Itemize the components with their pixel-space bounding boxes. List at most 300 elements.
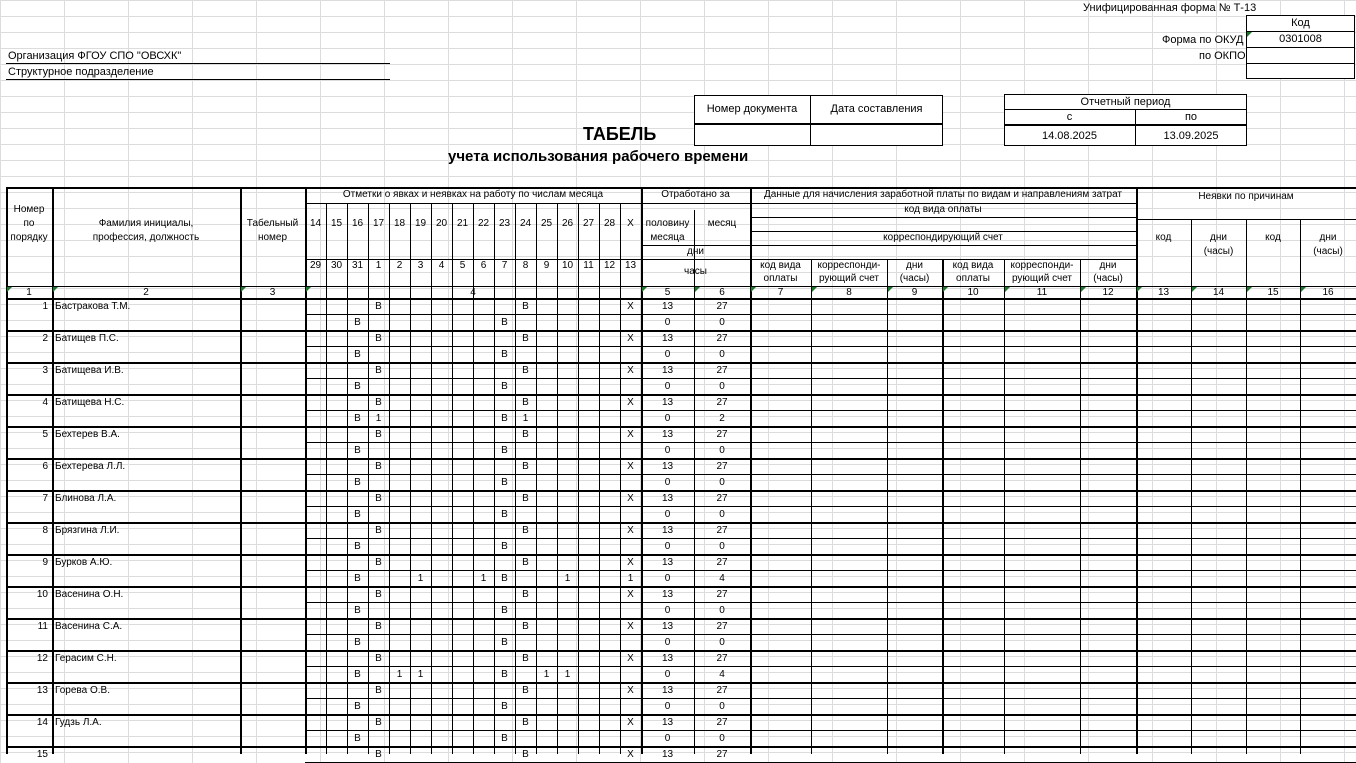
table-rule: [694, 666, 750, 667]
half-month-days: 13: [661, 653, 674, 664]
table-rule: [1136, 346, 1356, 347]
header-corr: корреспондирующий счет: [883, 232, 1003, 243]
employee-name: Батищев П.С.: [55, 333, 119, 344]
mark-top: В: [522, 749, 529, 760]
mark-top: В: [375, 621, 382, 632]
table-rule: [1136, 602, 1356, 603]
employee-name: Батищева Н.С.: [55, 397, 125, 408]
mark-bottom: 1: [375, 413, 382, 424]
month-days: 27: [716, 365, 728, 376]
mark-top: В: [522, 685, 529, 696]
month-days: 27: [716, 557, 728, 568]
row-number: 10: [36, 589, 48, 600]
period-to: 13.09.2025: [1163, 130, 1219, 142]
half-month-days: 13: [661, 621, 674, 632]
day-bottom: 7: [501, 260, 508, 271]
header-sub: оплаты: [956, 273, 990, 284]
month-hours: 0: [719, 381, 725, 392]
table-rule: [750, 245, 1136, 246]
column-number: 4: [470, 287, 476, 298]
day-top: 21: [456, 218, 469, 229]
table-rule: [1136, 187, 1138, 754]
month-days: 27: [716, 429, 728, 440]
mark-top: X: [627, 301, 634, 312]
table-rule: [694, 346, 750, 347]
mark-top: В: [375, 301, 382, 312]
day-bottom: 3: [417, 260, 424, 271]
mark-bottom: В: [354, 637, 361, 648]
half-month-hours: 0: [664, 349, 671, 360]
mark-bottom: 1: [417, 669, 424, 680]
mark-top: X: [627, 717, 634, 728]
organization-name: Организация ФГОУ СПО "ОВСХК": [8, 50, 182, 62]
table-rule: [6, 330, 1356, 332]
half-month-days: 13: [661, 461, 674, 472]
day-bottom: 5: [459, 260, 466, 271]
period-to-label: по: [1184, 110, 1198, 123]
table-rule: [641, 203, 750, 204]
table-rule: [1136, 378, 1356, 379]
table-rule: [750, 346, 1136, 347]
mark-bottom: 1: [522, 413, 529, 424]
table-rule: [694, 314, 750, 315]
month-days: 27: [716, 685, 728, 696]
day-bottom: 12: [603, 260, 616, 271]
row-number: 4: [42, 397, 48, 408]
header-abs-days: дни: [1210, 232, 1227, 243]
mark-bottom: В: [501, 445, 508, 456]
day-bottom: 1: [375, 260, 382, 271]
mark-bottom: В: [354, 669, 361, 680]
table-rule: [6, 426, 1356, 428]
month-days: 27: [716, 621, 728, 632]
column-number: 15: [1267, 287, 1279, 298]
table-rule: [694, 474, 750, 475]
header-tab: номер: [257, 232, 288, 243]
okpo-label: по ОКПО: [1199, 50, 1246, 62]
table-rule: [305, 730, 694, 731]
table-rule: [1136, 570, 1356, 571]
table-rule: [750, 410, 1136, 411]
header-sub: (часы): [899, 273, 930, 284]
table-rule: [305, 187, 307, 754]
mark-top: X: [627, 493, 634, 504]
half-month-hours: 0: [664, 605, 671, 616]
cell-marker: [7, 287, 12, 292]
employee-name: Гудзь Л.А.: [55, 717, 102, 728]
day-top: 26: [561, 218, 574, 229]
mark-bottom: 1: [627, 573, 634, 584]
table-rule: [6, 586, 1356, 588]
table-rule: [1136, 506, 1356, 507]
day-top: 22: [477, 218, 490, 229]
month-hours: 0: [719, 541, 725, 552]
mark-bottom: В: [501, 573, 508, 584]
half-month-hours: 0: [664, 477, 671, 488]
cell-marker: [1137, 287, 1142, 292]
mark-top: В: [375, 493, 382, 504]
table-rule: [694, 602, 750, 603]
day-top: 18: [393, 218, 406, 229]
column-number: 7: [777, 287, 784, 298]
employee-name: Батищева И.В.: [55, 365, 124, 376]
header-abs-days: (часы): [1203, 246, 1234, 257]
column-number: 6: [719, 287, 725, 298]
period-from-label: с: [1066, 110, 1073, 123]
month-hours: 2: [719, 413, 725, 424]
table-rule: [750, 730, 1136, 731]
employee-name: Бехтерев В.А.: [55, 429, 120, 440]
mark-top: В: [375, 557, 382, 568]
table-rule: [694, 570, 750, 571]
header-num: по: [23, 218, 35, 229]
table-rule: [750, 506, 1136, 507]
mark-top: В: [522, 493, 529, 504]
mark-top: X: [627, 685, 634, 696]
table-rule: [305, 506, 694, 507]
row-number: 8: [42, 525, 48, 536]
table-rule: [305, 203, 641, 204]
day-top: 24: [519, 218, 532, 229]
day-bottom: 31: [351, 260, 364, 271]
table-rule: [750, 442, 1136, 443]
row-number: 13: [36, 685, 48, 696]
table-rule: [750, 602, 1136, 603]
month-days: 27: [716, 589, 728, 600]
cell-marker: [642, 287, 647, 292]
table-rule: [305, 602, 694, 603]
header-worked: Отработано за: [661, 189, 730, 200]
table-rule: [6, 522, 1356, 524]
cell-marker: [1005, 287, 1010, 292]
half-month-days: 13: [661, 493, 674, 504]
half-month-hours: 0: [664, 381, 671, 392]
table-rule: [6, 746, 1356, 748]
table-rule: [6, 362, 1356, 364]
column-number: 12: [1102, 287, 1114, 298]
column-number: 5: [664, 287, 671, 298]
mark-top: X: [627, 653, 634, 664]
column-number: 13: [1157, 287, 1170, 298]
table-rule: [1136, 698, 1356, 699]
day-top: 19: [414, 218, 427, 229]
header-num: Номер: [13, 204, 45, 215]
mark-top: X: [627, 429, 634, 440]
table-rule: [694, 506, 750, 507]
day-top: 17: [372, 218, 385, 229]
day-top: 16: [351, 218, 364, 229]
table-rule: [6, 714, 1356, 716]
header-name: Фамилия инициалы,: [98, 218, 194, 229]
mark-top: В: [375, 333, 382, 344]
header-abs-code: код: [1265, 232, 1281, 243]
month-days: 27: [716, 717, 728, 728]
table-rule: [694, 442, 750, 443]
employee-name: Горева О.В.: [55, 685, 110, 696]
header-sub: рующий счет: [1011, 273, 1073, 284]
half-month-hours: 0: [664, 701, 671, 712]
half-month-hours: 0: [664, 669, 671, 680]
header-abs-days: дни: [1319, 232, 1337, 243]
row-number: 2: [42, 333, 48, 344]
mark-top: В: [375, 461, 382, 472]
table-rule: [1136, 474, 1356, 475]
mark-top: В: [522, 397, 529, 408]
table-rule: [305, 474, 694, 475]
column-number: 1: [26, 287, 32, 298]
column-number: 8: [846, 287, 852, 298]
month-hours: 0: [719, 477, 725, 488]
mark-bottom: В: [501, 317, 508, 328]
mark-bottom: 1: [564, 669, 571, 680]
month-hours: 0: [719, 701, 725, 712]
month-days: 27: [716, 461, 728, 472]
half-month-hours: 0: [664, 413, 671, 424]
row-number: 6: [42, 461, 48, 472]
mark-bottom: В: [501, 381, 508, 392]
employee-name: Бурков А.Ю.: [55, 557, 113, 568]
mark-top: X: [627, 589, 634, 600]
month-days: 27: [716, 301, 728, 312]
mark-top: В: [522, 717, 529, 728]
half-month-days: 13: [661, 717, 674, 728]
row-number: 3: [42, 365, 48, 376]
day-bottom: 10: [561, 260, 574, 271]
half-month-days: 13: [661, 429, 674, 440]
day-top: 27: [582, 218, 595, 229]
day-top: 25: [540, 218, 553, 229]
day-bottom: 8: [522, 260, 529, 271]
header-sub: дни: [1099, 260, 1117, 271]
table-rule: [6, 618, 1356, 620]
month-hours: 0: [719, 509, 725, 520]
column-number: 2: [143, 287, 149, 298]
table-rule: [6, 682, 1356, 684]
table-rule: [1136, 314, 1356, 315]
month-hours: 4: [719, 573, 725, 584]
mark-top: X: [627, 333, 634, 344]
row-number: 11: [37, 621, 48, 632]
column-number: 14: [1212, 287, 1225, 298]
cell-marker: [53, 287, 58, 292]
half-month-days: 13: [661, 301, 674, 312]
header-absence: Неявки по причинам: [1198, 191, 1294, 202]
table-rule: [1136, 410, 1356, 411]
table-rule: [750, 698, 1136, 699]
header-abs-code: код: [1155, 232, 1172, 243]
mark-bottom: В: [501, 733, 508, 744]
table-rule: [305, 346, 694, 347]
header-name: профессия, должность: [92, 232, 200, 243]
code-header: Код: [1291, 17, 1310, 29]
mark-top: В: [522, 333, 529, 344]
half-month-days: 13: [661, 589, 674, 600]
row-number: 1: [42, 301, 48, 312]
mark-top: В: [375, 749, 382, 760]
half-month-days: 13: [661, 365, 674, 376]
table-rule: [305, 442, 694, 443]
day-bottom: 29: [309, 260, 322, 271]
row-number: 5: [42, 429, 48, 440]
cell-marker: [812, 287, 817, 292]
mark-top: X: [627, 397, 634, 408]
unified-form-label: Унифицированная форма № Т-13: [1083, 2, 1257, 14]
mark-bottom: 1: [564, 573, 571, 584]
mark-top: В: [375, 717, 382, 728]
mark-bottom: В: [501, 413, 508, 424]
mark-top: В: [522, 365, 529, 376]
table-rule: [750, 634, 1136, 635]
mark-bottom: В: [354, 541, 361, 552]
mark-top: X: [627, 461, 634, 472]
row-number: 15: [36, 749, 48, 760]
table-rule: [1136, 538, 1356, 539]
table-rule: [694, 410, 750, 411]
table-rule: [750, 378, 1136, 379]
mark-top: В: [375, 525, 382, 536]
month-hours: 0: [719, 733, 725, 744]
day-top: 23: [498, 218, 511, 229]
employee-name: Бастракова Т.М.: [55, 301, 131, 312]
mark-top: X: [627, 525, 634, 536]
mark-top: В: [522, 525, 529, 536]
half-month-hours: 0: [664, 445, 671, 456]
table-rule: [6, 554, 1356, 556]
row-number: 9: [42, 557, 48, 568]
mark-bottom: В: [501, 509, 508, 520]
table-rule: [694, 634, 750, 635]
mark-top: X: [627, 365, 634, 376]
cell-marker: [306, 287, 311, 292]
mark-top: X: [627, 749, 634, 760]
mark-top: В: [522, 621, 529, 632]
page-subtitle: учета использования рабочего времени: [448, 148, 749, 165]
half-month-days: 13: [661, 685, 674, 696]
month-hours: 4: [719, 669, 725, 680]
day-top: 14: [309, 218, 322, 229]
header-sub: корреспонди-: [817, 260, 881, 271]
mark-top: В: [522, 653, 529, 664]
half-month-hours: 0: [664, 317, 671, 328]
cell-marker: [241, 287, 246, 292]
mark-bottom: 1: [417, 573, 424, 584]
mark-bottom: В: [501, 349, 508, 360]
month-days: 27: [716, 493, 728, 504]
half-month-hours: 0: [664, 637, 671, 648]
table-rule: [750, 538, 1136, 539]
page-title: ТАБЕЛЬ: [583, 124, 657, 144]
header-half: половину: [645, 218, 690, 229]
day-top: 15: [330, 218, 343, 229]
half-month-days: 13: [661, 557, 674, 568]
okud-label: Форма по ОКУД: [1162, 34, 1244, 46]
mark-bottom: В: [354, 413, 361, 424]
month-hours: 0: [719, 317, 725, 328]
department-label: Структурное подразделение: [8, 66, 154, 78]
cell-marker: [1192, 287, 1197, 292]
month-hours: 0: [719, 605, 725, 616]
table-rule: [52, 187, 54, 754]
half-month-days: 13: [661, 333, 674, 344]
mark-bottom: В: [501, 701, 508, 712]
mark-bottom: В: [501, 541, 508, 552]
table-rule: [694, 538, 750, 539]
mark-bottom: В: [501, 669, 508, 680]
table-rule: [750, 217, 1136, 218]
half-month-hours: 0: [664, 573, 671, 584]
table-rule: [305, 538, 694, 539]
mark-top: В: [375, 397, 382, 408]
table-rule: [1136, 634, 1356, 635]
header-marks: Отметки о явках и неявках на работу по числам месяца: [342, 189, 604, 200]
mark-bottom: В: [354, 381, 361, 392]
table-rule: [6, 458, 1356, 460]
mark-bottom: В: [354, 349, 361, 360]
half-month-hours: 0: [664, 541, 671, 552]
mark-bottom: В: [354, 317, 361, 328]
month-days: 27: [716, 525, 728, 536]
mark-bottom: В: [354, 733, 361, 744]
month-hours: 0: [719, 445, 725, 456]
month-hours: 0: [719, 637, 725, 648]
table-rule: [305, 570, 694, 571]
mark-top: В: [522, 429, 529, 440]
column-number: 16: [1322, 287, 1334, 298]
period-label: Отчетный период: [1080, 95, 1171, 108]
employee-name: Блинова Л.А.: [55, 493, 117, 504]
employee-name: Герасим С.Н.: [55, 653, 117, 664]
table-rule: [305, 410, 694, 411]
table-rule: [6, 490, 1356, 492]
mark-bottom: 1: [396, 669, 403, 680]
cell-marker: [695, 287, 700, 292]
header-tab: Табельный: [246, 218, 299, 229]
half-month-days: 13: [661, 749, 674, 760]
header-paycode: код вида оплаты: [904, 204, 982, 215]
table-rule: [694, 378, 750, 379]
header-sub: код вида: [760, 260, 801, 271]
header-hours: часы: [684, 266, 707, 277]
header-sub: рующий счет: [818, 273, 880, 284]
period-from: 14.08.2025: [1041, 130, 1098, 142]
mark-top: В: [522, 461, 529, 472]
employee-name: Бехтерева Л.Л.: [55, 461, 126, 472]
table-rule: [6, 394, 1356, 396]
employee-name: Брязгина Л.И.: [55, 525, 120, 536]
doc-date-label: Дата составления: [830, 103, 923, 115]
header-month: месяц: [707, 218, 737, 229]
half-month-hours: 0: [664, 733, 671, 744]
mark-top: В: [375, 685, 382, 696]
table-rule: [694, 730, 750, 731]
day-bottom: 11: [583, 260, 594, 271]
column-number: 11: [1036, 287, 1048, 298]
header-sub: оплаты: [763, 273, 798, 284]
header-abs-days: (часы): [1313, 246, 1343, 257]
month-days: 27: [716, 749, 728, 760]
table-rule: [750, 666, 1136, 667]
half-month-hours: 0: [664, 509, 671, 520]
mark-top: В: [375, 653, 382, 664]
table-rule: [1136, 730, 1356, 731]
mark-bottom: 1: [480, 573, 487, 584]
cell-marker: [1301, 287, 1306, 292]
header-sub: дни: [906, 260, 923, 271]
mark-bottom: В: [354, 477, 361, 488]
table-rule: [750, 314, 1136, 315]
month-days: 27: [716, 397, 728, 408]
row-number: 14: [36, 717, 48, 728]
